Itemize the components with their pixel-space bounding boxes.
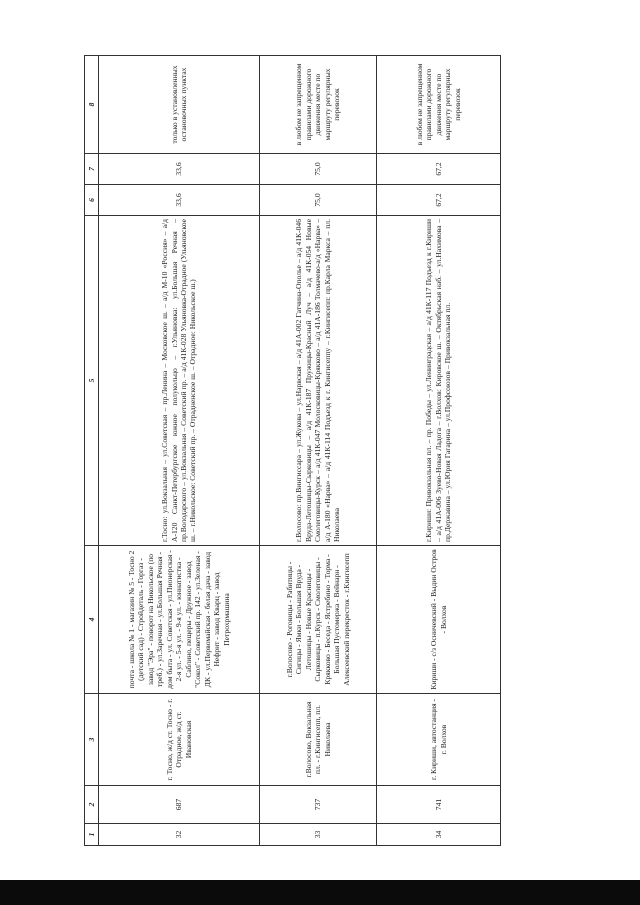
distance-back: 33,6	[99, 154, 260, 185]
row-number: 33	[260, 824, 377, 846]
route-streets: г.Тосно: ул.Вокзальная – ул.Советская – пр.Ленина – Московское ш. – а/д М-10 «Россия» – а/д А-120 Санкт-Петербургское южное полукольцо – г.Ульяновка: ул.Большая Речная – пр.Володарского – ул.Вокзальная – Советский пр. – а/д 41К-028 Ульяновка-Отрадное (Ульяновское ш. – г.Никольское: Советский пр. – Отрадненское ш. – Отрадное: Никольское ш.)	[99, 216, 260, 546]
boarding-rule: только в установленных остановочных пунктах	[99, 56, 260, 154]
routes-table	[84, 55, 501, 846]
header-row	[85, 56, 99, 846]
header-cell-1: 1	[85, 824, 99, 846]
route-endpoints: г.Волосово, Вокзальная пл. - г.Кингисепп, пл. Николаева	[260, 694, 377, 786]
table-row	[260, 56, 377, 846]
route-stops: почта - школа № 1 - магазин № 5 - Тосно 2 (детский сад) - Стройдеталь - Горгаз - завод "Эра" - поворот на Никольское (по треб.) - ул.Заречная - ул.Большая Речная - дом быта - ул. Советская - ул.Пионерская - 2-я ул. - 5-я ул. - 9-я ул. - юннатистка - Саблино, пещеры - Дружное - завод "Сокол" - Советский пр. 142 - ул.Зеленая - ДК - ул.Первомайская - белая дача - завод Нефрит - завод Кварц - завод Петрохрмашина	[99, 546, 260, 694]
rotated-page	[84, 56, 640, 846]
route-endpoints: г. Тосно, ж/д ст. Тосно - г. Отрадное, ж/д ст. Ивановская	[99, 694, 260, 786]
header-cell-3: 3	[85, 694, 99, 786]
boarding-rule: в любом не запрещенном правилами дорожного движения месте по маршруту регулярных перевозок	[260, 56, 377, 154]
route-streets: г.Кириши: Привокзальная пл. – пр. Победы – ул.Ленинградская – а/д 41К-117 Подъезд к г.Кириши – а/д 41А-006 Зуево-Новая Ладога – г.Волхов: Кировское ш. – Октябрьская наб. – ул.Нахимова – пр.Державина – ул.Юрия Гагарина – ул.Профсоюзов – Привокзальная пл.	[377, 216, 501, 546]
boarding-rule: в любом не запрещенном правилами дорожного движения месте по маршруту регулярных перевозок	[377, 56, 501, 154]
header-cell-4: 4	[85, 546, 99, 694]
route-streets: г.Волосово: пр.Вингиссара – ул.Жукова – ул.Нарвская – а/д 41А-002 Гатчина-Ополье – а/д 41К-046 Вруда-Летошицы-Сырковицы – а/д 41К-187 Пружицы-Красный Луч – а/д 41К-054 Новые Смолеговицы-Курск – а/д 41К-047 Молосковицы-Крякково – а/д 41А-186 Толмачево-а/д «Нарва» – а/д А-180 «Нарва» – а/д 41К-114 Подъезд к г. Кингисеппу – г.Кингисепп: пр.Карла Маркса – пл. Николаева	[260, 216, 377, 546]
header-cell-6: 6	[85, 185, 99, 216]
distance-back: 75,0	[260, 154, 377, 185]
row-number: 34	[377, 824, 501, 846]
table-row	[377, 56, 501, 846]
header-cell-5: 5	[85, 216, 99, 546]
route-endpoints: г. Кириши, автостанция - г. Волхов	[377, 694, 501, 786]
distance-forward: 67,2	[377, 185, 501, 216]
route-number: 737	[260, 786, 377, 824]
header-cell-7: 7	[85, 154, 99, 185]
route-stops: г.Волосово - Роговицы - Рабитицы - Сигицы - Ямки - Большая Вруда - Летошицы - Новые Красницы - Сырковицы - п.Курск - Смолеговицы - Крякково - Беседа - Ястребино - Торма - Большая Пустомержа - Вейнарн - Алексеевский перекресток - г.Кингисепп	[260, 546, 377, 694]
scan-bottom-bar	[0, 880, 640, 905]
header-cell-2: 2	[85, 786, 99, 824]
row-number: 32	[99, 824, 260, 846]
table-row	[99, 56, 260, 846]
distance-back: 67,2	[377, 154, 501, 185]
distance-forward: 75,0	[260, 185, 377, 216]
route-stops: Кириши - с/з Осничевский - Выдин Остров - Волхов	[377, 546, 501, 694]
route-number: 687	[99, 786, 260, 824]
header-cell-8: 8	[85, 56, 99, 154]
route-number: 741	[377, 786, 501, 824]
distance-forward: 33,6	[99, 185, 260, 216]
